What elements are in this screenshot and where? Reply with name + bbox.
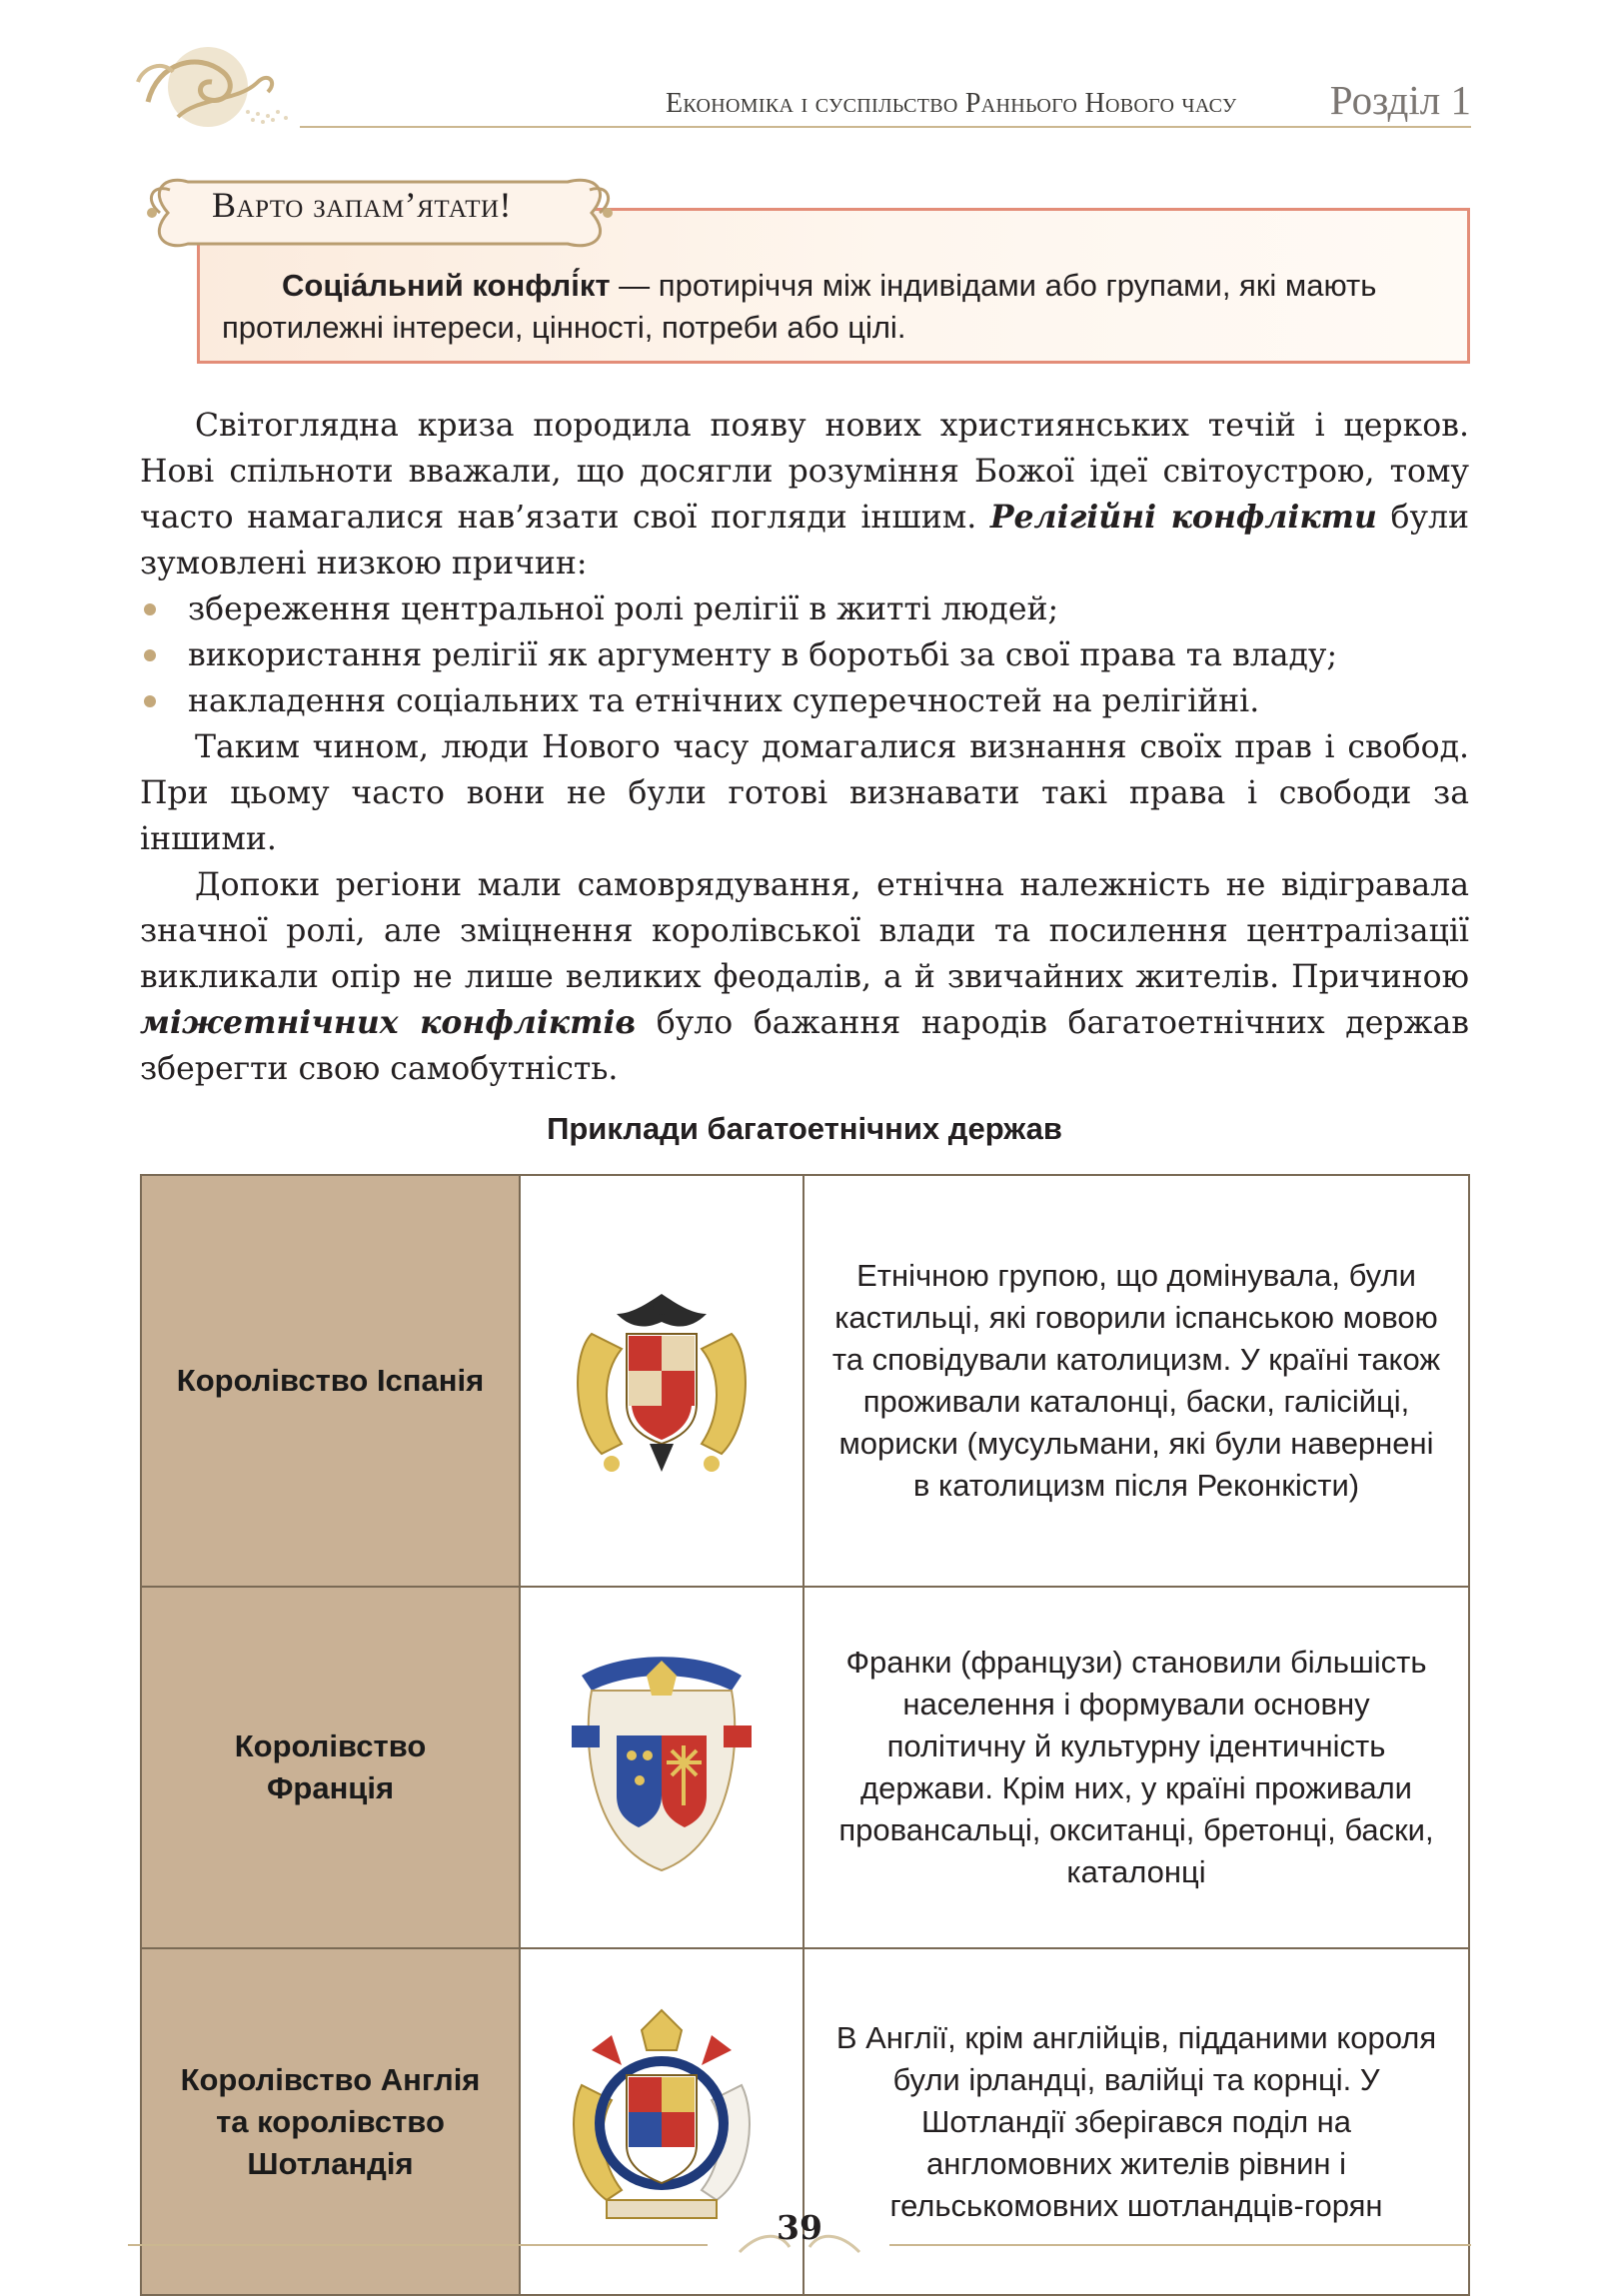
remember-label: Варто запам’ятати! xyxy=(212,185,513,225)
main-text xyxy=(140,403,1469,1092)
state-description: Етнічною групою, що домінувала, були кастильці, які говорили іспанською мовою та сповідували католицизм. У країні також проживали каталонці, баски, галісійці, мориски (мусульмани, які були навернені в католицизм після Реконкісти) xyxy=(803,1175,1469,1587)
list-item: накладення соціальних та етнічних суперечностей на релігійні. xyxy=(140,678,1469,724)
state-name: Королівство Іспанія xyxy=(141,1175,520,1587)
definition-term: Соціа́льний конфлі́кт xyxy=(282,268,611,303)
england-scotland-coat-of-arms-icon xyxy=(552,2005,772,2235)
table-title: Приклади багатоетнічних держав xyxy=(547,1111,1062,1146)
causes-list xyxy=(140,586,1469,724)
definition-body: — протиріччя між індивідами або групами, які мають протилежні інтереси, цінності, потреби або цілі. xyxy=(222,268,1377,345)
paragraph-text: Допоки регіони мали самоврядування, етнічна належність не відігравала значної ролі, але зміцнення королівської влади та посилення централізації викликали опір не лише великих феодалів, а й звичайних жителів. Причиною xyxy=(140,867,1469,995)
emblem-cell xyxy=(520,1587,803,1948)
header-divider xyxy=(300,126,1471,128)
page-number: 39 xyxy=(777,2208,822,2247)
section-label: Розділ 1 xyxy=(1329,77,1471,123)
paragraph-text: були зумовлені низкою причин: xyxy=(140,500,1469,581)
list-item: використання релігії як аргументу в боротьбі за свої права та владу; xyxy=(140,632,1469,678)
definition-text xyxy=(222,265,1451,349)
table-row xyxy=(141,1587,1469,1948)
emblem-cell xyxy=(520,1175,803,1587)
list-item: збереження центральної ролі релігії в житті людей; xyxy=(140,586,1469,632)
multiethnic-states-table xyxy=(140,1174,1470,2296)
paragraph-text: було бажання народів багатоетнічних держав зберегти свою самобутність. xyxy=(140,1005,1469,1087)
header-title: Економіка і суспільство Раннього Нового часу xyxy=(666,88,1237,119)
state-description: Франки (французи) становили більшість населення і формували основну політичну й культурну ідентичність держави. Крім них, у країні проживали провансальці, окситанці, бретонці, баски, каталонці xyxy=(803,1587,1469,1948)
header-ornament xyxy=(128,42,293,130)
term-interethnic-conflicts: міжетнічних конфліктів xyxy=(140,1004,637,1041)
paragraph-text: Світоглядна криза породила появу нових християнських течій і церков. Нові спільноти вважали, що досягли розуміння Божої ідеї світоустрою, тому часто намагалися нав’язати свої погляди іншим. xyxy=(140,408,1469,536)
paragraph-rights: Таким чином, люди Нового часу домагалися визнання своїх прав і свобод. При цьому часто вони не були готові визнавати такі права і свободи за іншими. xyxy=(140,729,1469,857)
paragraph-ethnic xyxy=(140,862,1469,1092)
paragraph-religious xyxy=(140,403,1469,586)
france-coat-of-arms-icon xyxy=(552,1646,772,1885)
state-name: Королівство Англія та королівство Шотландія xyxy=(141,1948,520,2295)
term-religious-conflicts: Релігійні конфлікти xyxy=(989,499,1377,536)
table-row xyxy=(141,1175,1469,1587)
spain-coat-of-arms-icon xyxy=(552,1274,772,1484)
state-description: В Англії, крім англійців, підданими короля були ірландці, валійці та корнці. У Шотландії зберігався поділ на англомовних жителів рівнин і гельськомовних шотландців-горян xyxy=(803,1948,1469,2295)
state-name: Королівство Франція xyxy=(141,1587,520,1948)
